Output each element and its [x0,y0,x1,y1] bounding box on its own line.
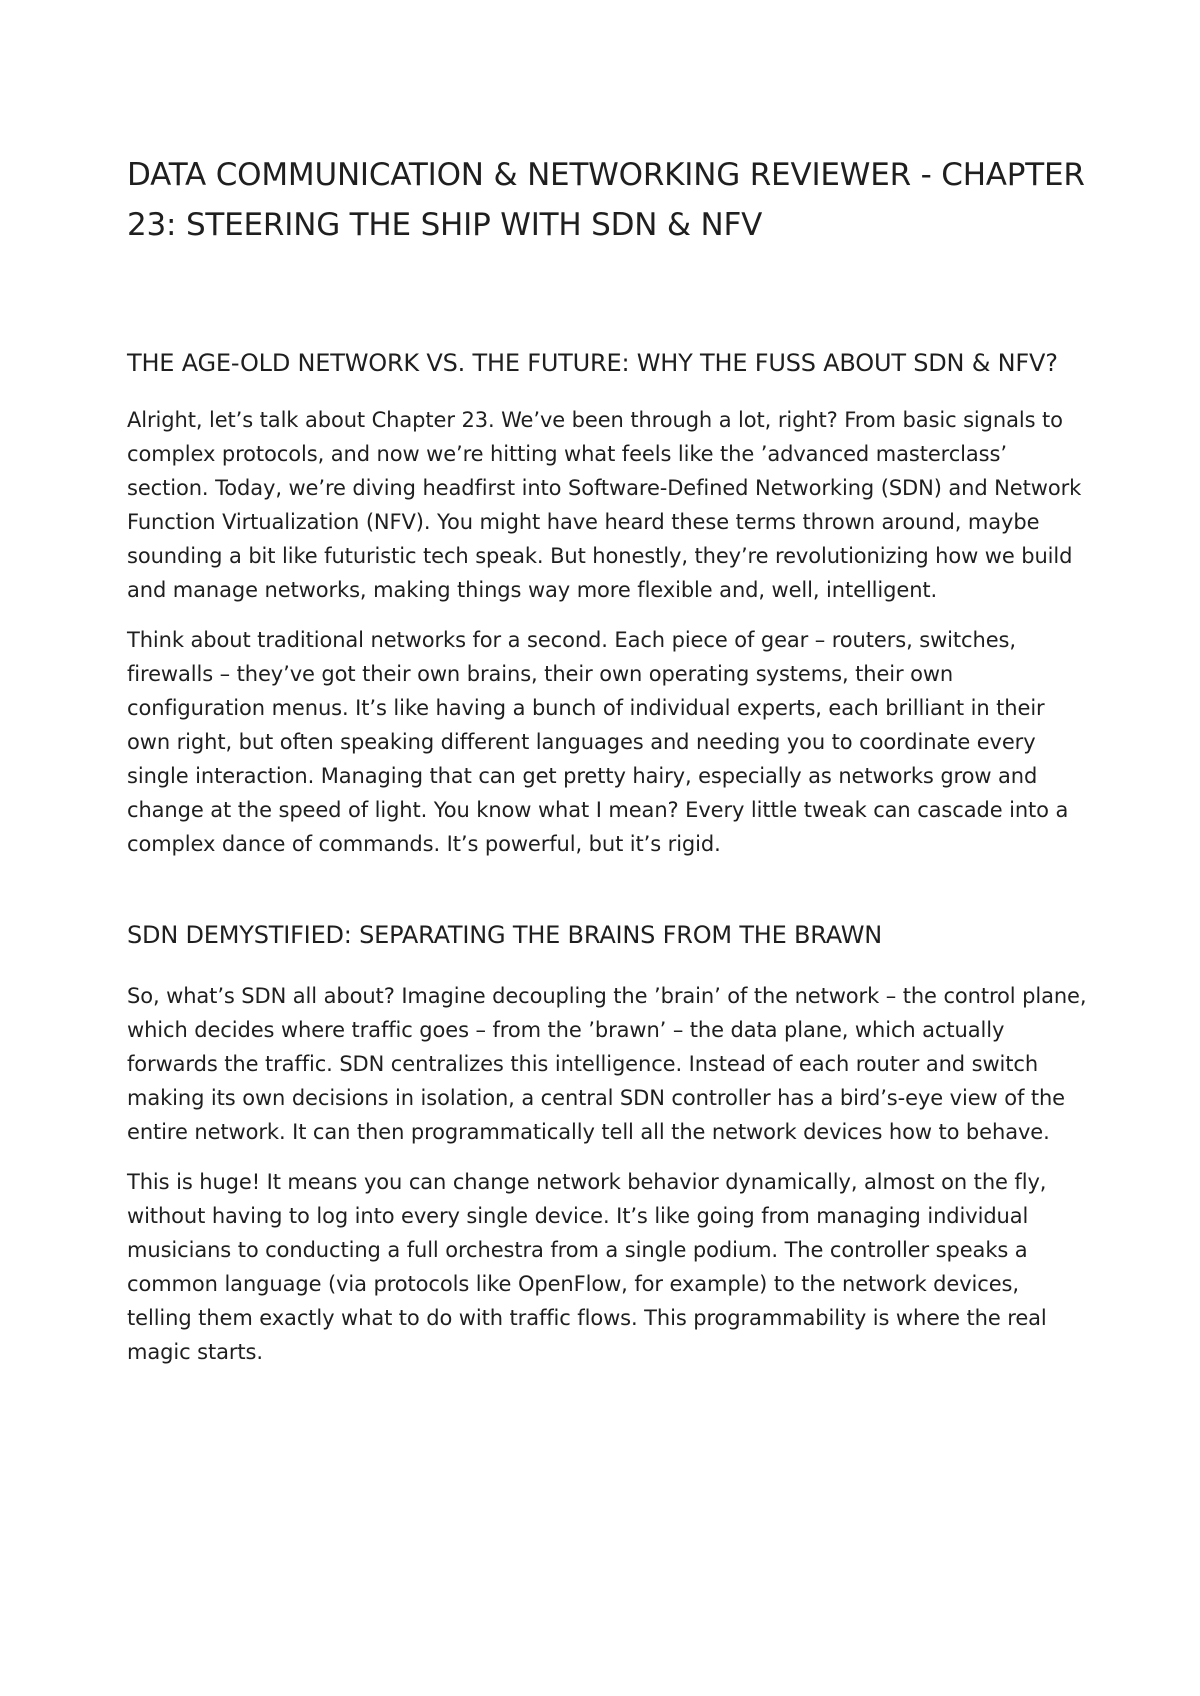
section-heading-age-old-network: THE AGE-OLD NETWORK VS. THE FUTURE: WHY THE FUSS ABOUT SDN & NFV? [127,349,1058,377]
section-heading-sdn-demystified: SDN DEMYSTIFIED: SEPARATING THE BRAINS FROM THE BRAWN [127,921,882,949]
paragraph-intro: Alright, let’s talk about Chapter 23. We’ve been through a lot, right? From basic signals to complex protocols, and now we’re hitting what feels like the ’advanced masterclass’ section. Today, we’re diving headfirst into Software-Defined Networking (SDN) and Network Function Virtualization (NFV). You might have heard these terms thrown around, maybe sounding a bit like futuristic tech speak. But honestly, they’re revolutionizing how we build and manage networks, making things way more flexible and, well, intelligent. [127,408,1082,602]
document-title: DATA COMMUNICATION & NETWORKING REVIEWER - CHAPTER 23: STEERING THE SHIP WITH SDN & NFV [127,157,1085,243]
paragraph-sdn-overview: So, what’s SDN all about? Imagine decoupling the ’brain’ of the network – the control plane, which decides where traffic goes – from the ’brawn’ – the data plane, which actually forwards the traffic. SDN centralizes this intelligence. Instead of each router and switch making its own decisions in isolation, a central SDN controller has a bird’s-eye view of the entire network. It can then programmatically tell all the network devices how to behave. [127,984,1087,1144]
paragraph-traditional-networks: Think about traditional networks for a second. Each piece of gear – routers, switches, firewalls – they’ve got their own brains, their own operating systems, their own configuration menus. It’s like having a bunch of individual experts, each brilliant in their own right, but often speaking different languages and needing you to coordinate every single interaction. Managing that can get pretty hairy, especially as networks grow and change at the speed of light. You know what I mean? Every little tweak can cascade into a complex dance of commands. It’s powerful, but it’s rigid. [127,628,1069,856]
document-page [127,150,1087,1369]
paragraph-sdn-programmability: This is huge! It means you can change network behavior dynamically, almost on the fly, without having to log into every single device. It’s like going from managing individual musicians to conducting a full orchestra from a single podium. The controller speaks a common language (via protocols like OpenFlow, for example) to the network devices, telling them exactly what to do with traffic flows. This programmability is where the real magic starts. [127,1170,1047,1364]
